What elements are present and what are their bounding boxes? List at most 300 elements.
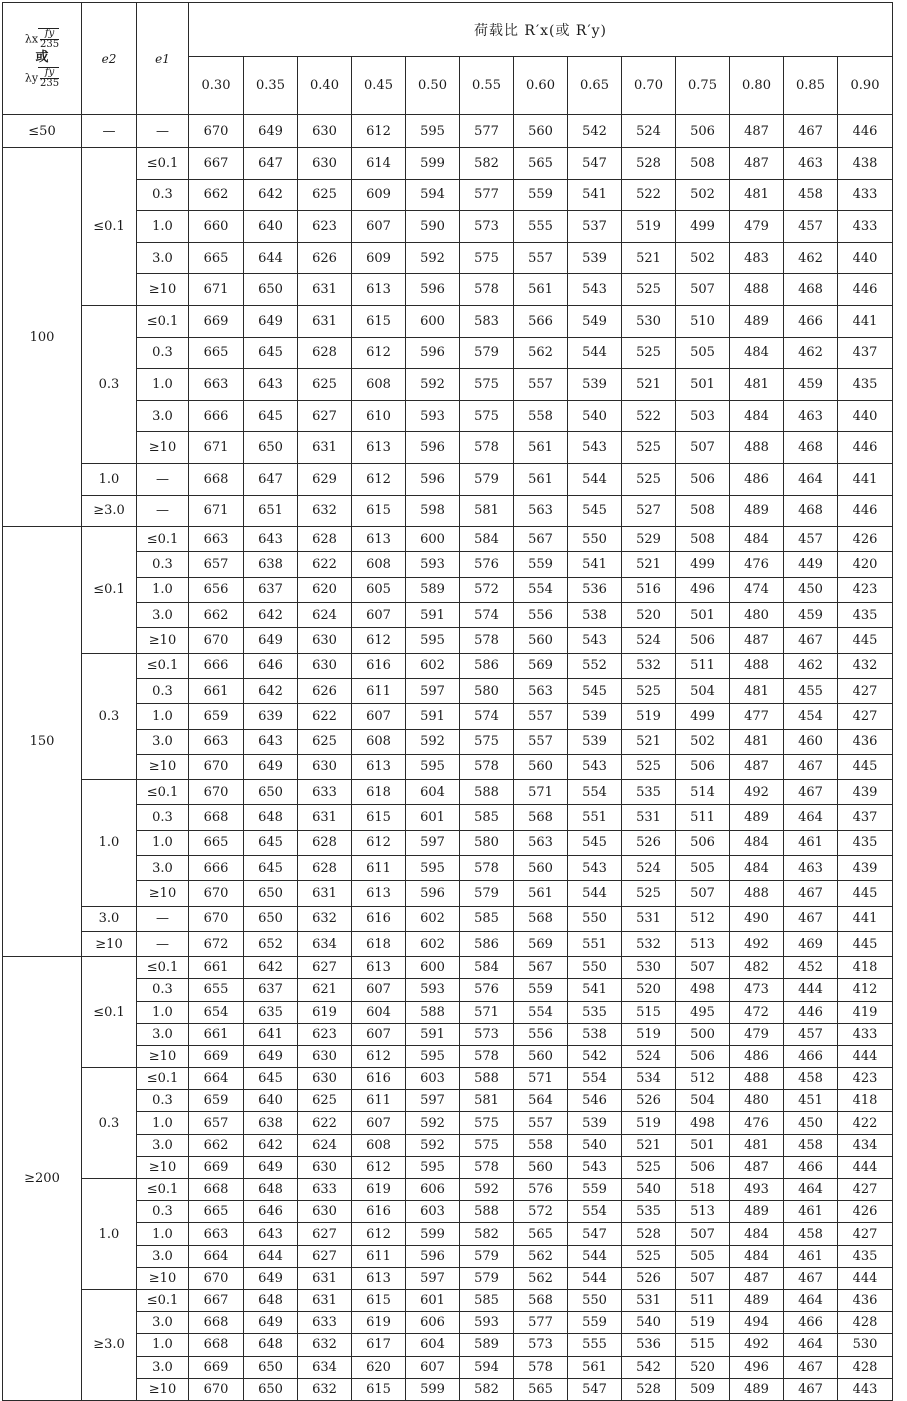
table-cell: 504	[676, 1090, 730, 1112]
table-cell: 639	[244, 704, 298, 729]
table-cell: 476	[730, 1112, 784, 1134]
table-cell: 640	[244, 211, 298, 243]
table-cell: 605	[352, 577, 406, 602]
table-cell: 615	[352, 805, 406, 830]
table-cell: 520	[676, 1356, 730, 1378]
slenderness-value: ≥200	[3, 957, 82, 1401]
table-cell: 565	[514, 148, 568, 180]
table-cell: 615	[352, 1378, 406, 1400]
table-cell: 519	[622, 1023, 676, 1045]
table-cell: 626	[298, 678, 352, 703]
e1-value: 3.0	[137, 1356, 189, 1378]
table-cell: 630	[298, 754, 352, 779]
table-cell: 522	[622, 179, 676, 211]
table-cell: 446	[838, 274, 893, 306]
table-cell: 612	[352, 1223, 406, 1245]
table-cell: 572	[514, 1201, 568, 1223]
table-cell: 631	[298, 432, 352, 464]
table-cell: 505	[676, 855, 730, 880]
table-row	[3, 1201, 893, 1223]
table-cell: 466	[784, 1312, 838, 1334]
table-cell: 427	[838, 704, 893, 729]
table-cell: 459	[784, 603, 838, 628]
e2-value: ≥3.0	[82, 1289, 137, 1400]
e2-value: —	[82, 115, 137, 148]
table-cell: 511	[676, 805, 730, 830]
table-cell: 637	[244, 979, 298, 1001]
e1-value: 0.3	[137, 979, 189, 1001]
e1-value: 3.0	[137, 400, 189, 432]
table-cell: 511	[676, 653, 730, 678]
table-cell: 507	[676, 274, 730, 306]
table-cell: 521	[622, 369, 676, 401]
table-cell: 524	[622, 628, 676, 653]
table-cell: 534	[622, 1068, 676, 1090]
table-cell: 488	[730, 432, 784, 464]
table-cell: 463	[784, 855, 838, 880]
table-row	[3, 1267, 893, 1289]
table-cell: 611	[352, 1245, 406, 1267]
e1-value: —	[137, 906, 189, 931]
table-cell: 556	[514, 1023, 568, 1045]
table-cell: 543	[568, 274, 622, 306]
table-cell: 670	[189, 628, 244, 653]
table-cell: 439	[838, 855, 893, 880]
table-cell: 526	[622, 1267, 676, 1289]
table-cell: 632	[298, 1378, 352, 1400]
table-cell: 567	[514, 957, 568, 979]
e1-value: —	[137, 495, 189, 527]
table-cell: 458	[784, 179, 838, 211]
table-cell: 626	[298, 242, 352, 274]
e1-value: 3.0	[137, 729, 189, 754]
table-cell: 593	[460, 1312, 514, 1334]
table-cell: 543	[568, 855, 622, 880]
table-cell: 423	[838, 1068, 893, 1090]
lambda-x-label: λx	[24, 32, 39, 46]
table-cell: 665	[189, 242, 244, 274]
table-cell: 645	[244, 400, 298, 432]
table-cell: 670	[189, 906, 244, 931]
table-cell: 454	[784, 704, 838, 729]
table-row	[3, 855, 893, 880]
table-cell: 543	[568, 432, 622, 464]
table-cell: 661	[189, 957, 244, 979]
table-cell: 484	[730, 400, 784, 432]
table-cell: 601	[406, 805, 460, 830]
table-cell: 462	[784, 242, 838, 274]
table-cell: 489	[730, 1289, 784, 1311]
table-cell: 525	[622, 1245, 676, 1267]
table-cell: 507	[676, 432, 730, 464]
table-cell: 560	[514, 1156, 568, 1178]
table-cell: 578	[460, 1156, 514, 1178]
table-cell: 458	[784, 1223, 838, 1245]
table-cell: 582	[460, 148, 514, 180]
table-cell: 561	[514, 274, 568, 306]
table-cell: 484	[730, 337, 784, 369]
table-cell: 629	[298, 463, 352, 495]
table-cell: 593	[406, 400, 460, 432]
table-cell: 521	[622, 729, 676, 754]
e1-value: ≥10	[137, 1267, 189, 1289]
table-cell: 458	[784, 1134, 838, 1156]
table-cell: 586	[460, 653, 514, 678]
table-cell: 585	[460, 1289, 514, 1311]
table-cell: 607	[352, 704, 406, 729]
table-cell: 623	[298, 1023, 352, 1045]
table-cell: 602	[406, 931, 460, 956]
table-cell: 550	[568, 906, 622, 931]
table-cell: 521	[622, 1134, 676, 1156]
table-cell: 571	[514, 1068, 568, 1090]
table-cell: 592	[406, 1134, 460, 1156]
table-cell: 650	[244, 432, 298, 464]
table-cell: 457	[784, 1023, 838, 1045]
table-cell: 444	[784, 979, 838, 1001]
table-cell: 446	[838, 432, 893, 464]
table-cell: 460	[784, 729, 838, 754]
table-cell: 622	[298, 704, 352, 729]
e2-value: 0.3	[82, 305, 137, 463]
table-cell: 615	[352, 495, 406, 527]
table-cell: 542	[568, 115, 622, 148]
table-cell: 547	[568, 148, 622, 180]
table-cell: 464	[784, 463, 838, 495]
table-cell: 574	[460, 704, 514, 729]
table-cell: 619	[352, 1179, 406, 1201]
table-row	[3, 432, 893, 464]
table-cell: 564	[514, 1090, 568, 1112]
table-cell: 595	[406, 754, 460, 779]
table-cell: 596	[406, 881, 460, 906]
table-cell: 638	[244, 1112, 298, 1134]
table-cell: 651	[244, 495, 298, 527]
or-label: 或	[35, 50, 49, 66]
table-row	[3, 1068, 893, 1090]
table-cell: 557	[514, 1112, 568, 1134]
table-cell: 602	[406, 653, 460, 678]
table-cell: 558	[514, 400, 568, 432]
table-cell: 489	[730, 495, 784, 527]
table-cell: 637	[244, 577, 298, 602]
table-cell: 468	[784, 495, 838, 527]
e2-value: ≥3.0	[82, 495, 137, 527]
table-row	[3, 1245, 893, 1267]
table-row	[3, 653, 893, 678]
table-cell: 532	[622, 931, 676, 956]
table-cell: 559	[568, 1179, 622, 1201]
table-cell: 445	[838, 881, 893, 906]
table-cell: 649	[244, 115, 298, 148]
table-cell: 559	[568, 1312, 622, 1334]
table-row	[3, 552, 893, 577]
table-cell: 582	[460, 1378, 514, 1400]
table-cell: 467	[784, 628, 838, 653]
table-cell: 579	[460, 463, 514, 495]
table-cell: 630	[298, 148, 352, 180]
table-cell: 526	[622, 1090, 676, 1112]
table-row	[3, 628, 893, 653]
table-cell: 530	[622, 957, 676, 979]
e1-value: ≥10	[137, 754, 189, 779]
table-cell: 437	[838, 337, 893, 369]
table-row	[3, 1289, 893, 1311]
table-cell: 538	[568, 603, 622, 628]
table-cell: 644	[244, 242, 298, 274]
table-cell: 578	[460, 1045, 514, 1067]
table-cell: 418	[838, 957, 893, 979]
table-cell: 510	[676, 305, 730, 337]
table-cell: 498	[676, 979, 730, 1001]
fraction-denominator-2: 235	[40, 77, 60, 89]
table-cell: 670	[189, 780, 244, 805]
table-cell: 670	[189, 1378, 244, 1400]
table-row	[3, 1045, 893, 1067]
table-cell: 614	[352, 148, 406, 180]
ratio-column-header: 0.85	[784, 57, 838, 115]
fraction-numerator: fy	[40, 29, 59, 40]
table-cell: 606	[406, 1312, 460, 1334]
table-row	[3, 305, 893, 337]
table-cell: 578	[514, 1356, 568, 1378]
table-cell: 433	[838, 179, 893, 211]
table-cell: 589	[460, 1334, 514, 1356]
table-cell: 596	[406, 274, 460, 306]
table-cell: 607	[352, 1023, 406, 1045]
table-cell: 631	[298, 274, 352, 306]
table-cell: 554	[568, 1201, 622, 1223]
table-cell: 648	[244, 1334, 298, 1356]
table-cell: 591	[406, 603, 460, 628]
table-cell: 620	[298, 577, 352, 602]
table-cell: 535	[622, 1201, 676, 1223]
table-cell: 589	[406, 577, 460, 602]
table-cell: 473	[730, 979, 784, 1001]
table-cell: 597	[406, 678, 460, 703]
table-cell: 555	[568, 1334, 622, 1356]
table-cell: 633	[298, 780, 352, 805]
table-cell: 621	[298, 979, 352, 1001]
table-cell: 619	[352, 1312, 406, 1334]
load-ratio-table	[2, 2, 893, 1401]
table-cell: 490	[730, 906, 784, 931]
table-row	[3, 115, 893, 148]
table-cell: 625	[298, 1090, 352, 1112]
table-cell: 544	[568, 881, 622, 906]
table-cell: 642	[244, 1134, 298, 1156]
table-cell: 479	[730, 1023, 784, 1045]
table-cell: 661	[189, 678, 244, 703]
e1-value: 1.0	[137, 369, 189, 401]
table-cell: 481	[730, 1134, 784, 1156]
table-cell: 544	[568, 1267, 622, 1289]
table-cell: 631	[298, 1267, 352, 1289]
e1-value: 1.0	[137, 1112, 189, 1134]
table-cell: 545	[568, 495, 622, 527]
table-cell: 595	[406, 1045, 460, 1067]
table-cell: 624	[298, 1134, 352, 1156]
e2-header: e2	[82, 3, 137, 115]
table-cell: 580	[460, 678, 514, 703]
e1-value: ≤0.1	[137, 1289, 189, 1311]
table-cell: 575	[460, 369, 514, 401]
table-cell: 467	[784, 1267, 838, 1289]
table-row	[3, 400, 893, 432]
table-cell: 563	[514, 678, 568, 703]
table-cell: 484	[730, 527, 784, 552]
table-cell: 631	[298, 805, 352, 830]
table-cell: 633	[298, 1312, 352, 1334]
table-cell: 645	[244, 855, 298, 880]
table-cell: 577	[514, 1312, 568, 1334]
table-cell: 552	[568, 653, 622, 678]
table-row	[3, 1112, 893, 1134]
table-cell: 539	[568, 369, 622, 401]
table-cell: 663	[189, 1223, 244, 1245]
table-cell: 582	[460, 1223, 514, 1245]
table-cell: 519	[676, 1312, 730, 1334]
table-cell: 487	[730, 148, 784, 180]
table-cell: 502	[676, 242, 730, 274]
table-cell: 648	[244, 1289, 298, 1311]
e2-value: ≤0.1	[82, 957, 137, 1068]
e1-value: ≥10	[137, 881, 189, 906]
table-cell: 642	[244, 603, 298, 628]
e1-value: ≥10	[137, 1378, 189, 1400]
table-cell: 645	[244, 830, 298, 855]
table-row	[3, 780, 893, 805]
table-cell: 539	[568, 1112, 622, 1134]
table-cell: 593	[406, 552, 460, 577]
table-cell: 519	[622, 704, 676, 729]
table-cell: 635	[244, 1001, 298, 1023]
table-cell: 596	[406, 432, 460, 464]
table-cell: 579	[460, 337, 514, 369]
e1-value: 3.0	[137, 855, 189, 880]
table-cell: 630	[298, 1045, 352, 1067]
table-cell: 506	[676, 115, 730, 148]
table-cell: 670	[189, 1267, 244, 1289]
table-cell: 627	[298, 957, 352, 979]
table-row	[3, 1001, 893, 1023]
table-cell: 536	[568, 577, 622, 602]
table-cell: 498	[676, 1112, 730, 1134]
table-cell: 612	[352, 1045, 406, 1067]
table-cell: 594	[460, 1356, 514, 1378]
table-cell: 433	[838, 1023, 893, 1045]
table-cell: 613	[352, 527, 406, 552]
table-cell: 563	[514, 830, 568, 855]
table-cell: 518	[676, 1179, 730, 1201]
table-row	[3, 1179, 893, 1201]
table-cell: 640	[244, 1090, 298, 1112]
e1-value: ≤0.1	[137, 305, 189, 337]
table-cell: 607	[352, 211, 406, 243]
table-cell: 575	[460, 1134, 514, 1156]
table-cell: 669	[189, 305, 244, 337]
table-cell: 524	[622, 115, 676, 148]
table-row	[3, 242, 893, 274]
table-cell: 540	[622, 1179, 676, 1201]
table-cell: 575	[460, 400, 514, 432]
table-cell: 466	[784, 1045, 838, 1067]
table-cell: 482	[730, 957, 784, 979]
table-cell: 427	[838, 678, 893, 703]
fy-fraction	[40, 29, 59, 50]
table-cell: 659	[189, 1090, 244, 1112]
table-cell: 550	[568, 957, 622, 979]
table-row	[3, 603, 893, 628]
slenderness-value: 150	[3, 527, 82, 957]
table-cell: 559	[514, 552, 568, 577]
table-cell: 464	[784, 805, 838, 830]
table-cell: 427	[838, 1223, 893, 1245]
table-cell: 519	[622, 1112, 676, 1134]
table-cell: 505	[676, 337, 730, 369]
table-cell: 554	[568, 780, 622, 805]
table-cell: 563	[514, 495, 568, 527]
table-cell: 511	[676, 1289, 730, 1311]
table-cell: 612	[352, 1156, 406, 1178]
table-cell: 622	[298, 1112, 352, 1134]
table-cell: 499	[676, 552, 730, 577]
table-cell: 657	[189, 552, 244, 577]
table-cell: 578	[460, 432, 514, 464]
e1-value: 0.3	[137, 1201, 189, 1223]
table-cell: 468	[784, 274, 838, 306]
table-cell: 543	[568, 628, 622, 653]
table-cell: 445	[838, 628, 893, 653]
table-cell: 572	[460, 577, 514, 602]
table-cell: 423	[838, 577, 893, 602]
table-cell: 607	[352, 603, 406, 628]
table-cell: 628	[298, 855, 352, 880]
slenderness-value: 100	[3, 148, 82, 527]
table-cell: 599	[406, 148, 460, 180]
table-cell: 650	[244, 1378, 298, 1400]
e1-value: —	[137, 463, 189, 495]
table-row	[3, 527, 893, 552]
table-cell: 664	[189, 1245, 244, 1267]
table-cell: 502	[676, 179, 730, 211]
table-cell: 632	[298, 495, 352, 527]
table-cell: 644	[244, 1245, 298, 1267]
table-cell: 501	[676, 603, 730, 628]
table-cell: 596	[406, 1245, 460, 1267]
table-cell: 507	[676, 1267, 730, 1289]
table-cell: 488	[730, 881, 784, 906]
table-cell: 461	[784, 1201, 838, 1223]
table-cell: 539	[568, 729, 622, 754]
table-row	[3, 1356, 893, 1378]
table-cell: 616	[352, 906, 406, 931]
table-cell: 649	[244, 1045, 298, 1067]
table-cell: 560	[514, 754, 568, 779]
table-cell: 501	[676, 369, 730, 401]
table-cell: 440	[838, 400, 893, 432]
table-cell: 648	[244, 1179, 298, 1201]
table-row	[3, 931, 893, 956]
table-cell: 575	[460, 1112, 514, 1134]
table-row	[3, 1312, 893, 1334]
e1-value: ≥10	[137, 432, 189, 464]
table-cell: 546	[568, 1090, 622, 1112]
table-cell: 554	[568, 1068, 622, 1090]
table-cell: 670	[189, 754, 244, 779]
table-cell: 597	[406, 1267, 460, 1289]
table-cell: 531	[622, 906, 676, 931]
